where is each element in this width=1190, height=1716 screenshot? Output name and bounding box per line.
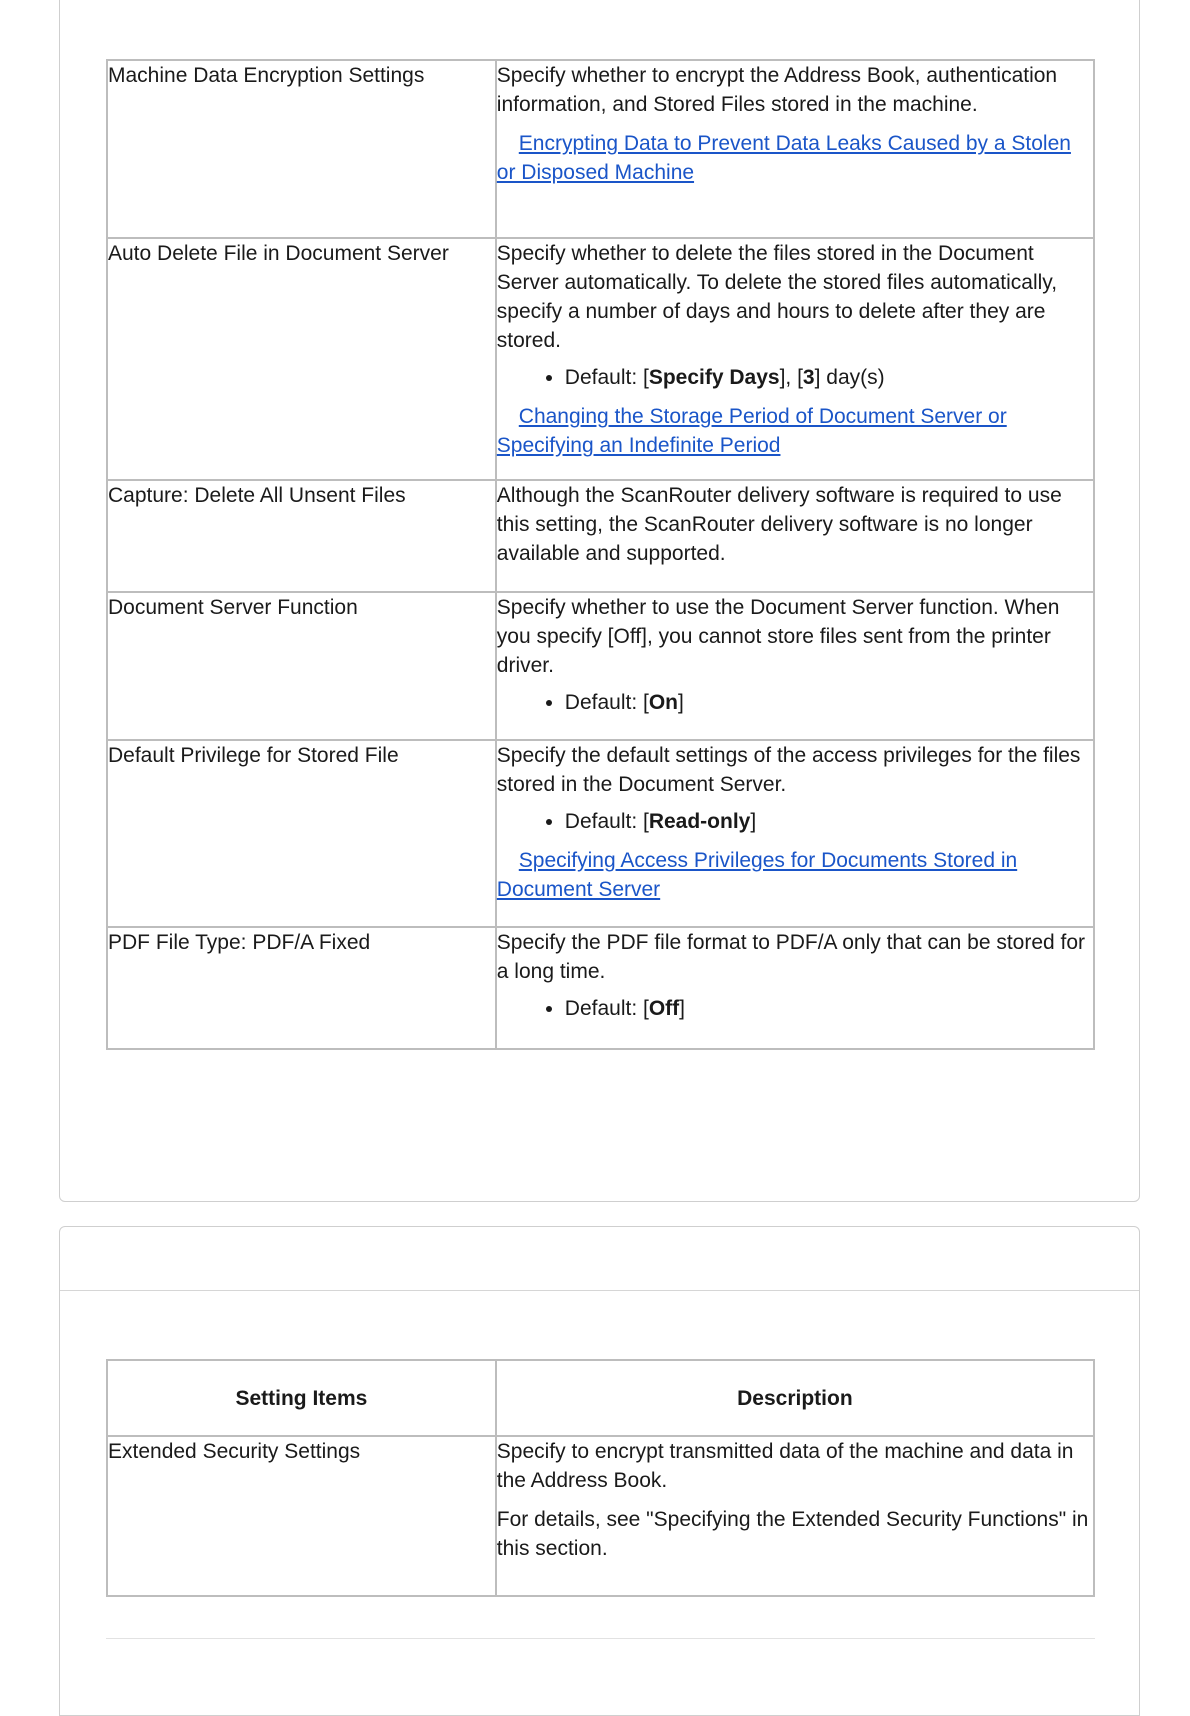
column-header-setting-items: Setting Items — [107, 1360, 496, 1436]
setting-item-cell: Extended Security Settings — [107, 1436, 496, 1596]
description-text: Although the ScanRouter delivery software is required to use this setting, the ScanRouter delivery software is no longer available and supported. — [496, 484, 1062, 565]
link-storage-period[interactable]: Changing the Storage Period of Document Server or Specifying an Indefinite Period — [496, 405, 1007, 457]
link-encrypting-data[interactable]: Encrypting Data to Prevent Data Leaks Caused by a Stolen or Disposed Machine — [496, 132, 1071, 184]
description-cell — [496, 1436, 1094, 1596]
table-row — [107, 60, 1094, 238]
settings-table — [106, 59, 1095, 1050]
table-header-row — [107, 1360, 1094, 1436]
table-row — [107, 740, 1094, 927]
description-text: Specify whether to use the Document Server function. When you specify [Off], you cannot store files sent from the printer driver. — [496, 596, 1060, 677]
setting-item-cell: Document Server Function — [107, 592, 496, 740]
description-text: Specify whether to delete the files stored in the Document Server automatically. To delete the stored files automatically, specify a number of days and hours to delete after they are stored. — [496, 242, 1058, 352]
panel-header-divider — [60, 1290, 1139, 1291]
default-value: • Default: [Read-only] — [565, 807, 1093, 836]
description-text: Specify to encrypt transmitted data of the machine and data in the Address Book. — [496, 1440, 1074, 1492]
default-value: • Default: [Specify Days], [3] day(s) — [565, 363, 1093, 392]
description-text: Specify the PDF file format to PDF/A only that can be stored for a long time. — [496, 931, 1086, 983]
setting-item-cell: Machine Data Encryption Settings — [107, 60, 496, 238]
table-row — [107, 927, 1094, 1049]
description-cell — [496, 238, 1094, 480]
description-cell — [496, 480, 1094, 592]
table-row — [107, 238, 1094, 480]
default-value: • Default: [On] — [565, 688, 1093, 717]
description-cell — [496, 592, 1094, 740]
column-header-description: Description — [496, 1360, 1094, 1436]
description-cell — [496, 927, 1094, 1049]
description-cell — [496, 60, 1094, 238]
table-row — [107, 480, 1094, 592]
table-row — [107, 1436, 1094, 1596]
description-text: For details, see "Specifying the Extended Security Functions" in this section. — [496, 1508, 1089, 1560]
link-access-privileges[interactable]: Specifying Access Privileges for Documents Stored in Document Server — [496, 849, 1018, 901]
description-text: Specify whether to encrypt the Address Book, authentication information, and Stored Files stored in the machine. — [496, 64, 1058, 116]
setting-item-cell: Default Privilege for Stored File — [107, 740, 496, 927]
default-value: • Default: [Off] — [565, 994, 1093, 1023]
extended-security-table — [106, 1359, 1095, 1597]
section-divider — [106, 1638, 1095, 1639]
setting-item-cell: Capture: Delete All Unsent Files — [107, 480, 496, 592]
table-row — [107, 592, 1094, 740]
description-text: Specify the default settings of the access privileges for the files stored in the Document Server. — [496, 744, 1081, 796]
description-cell — [496, 740, 1094, 927]
setting-item-cell: PDF File Type: PDF/A Fixed — [107, 927, 496, 1049]
setting-item-cell: Auto Delete File in Document Server — [107, 238, 496, 480]
